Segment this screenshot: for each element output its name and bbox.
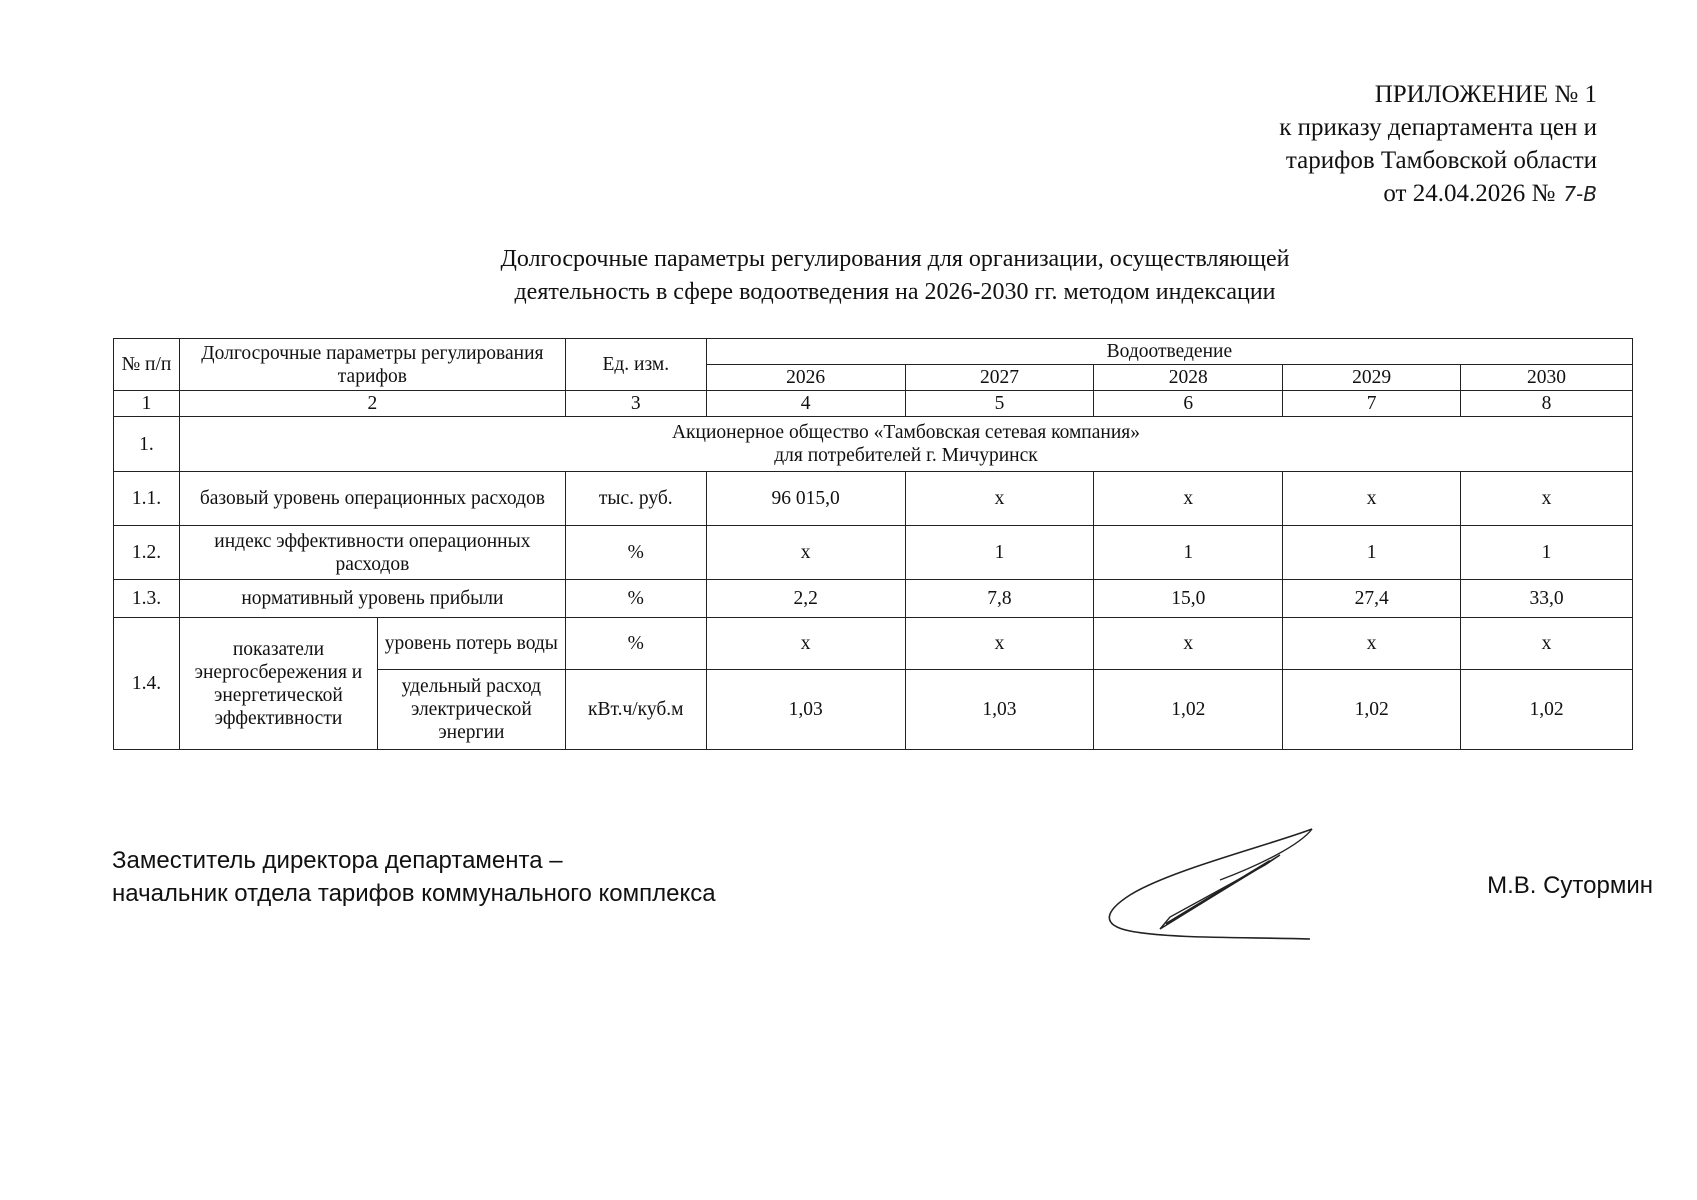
row-num: 1.3. xyxy=(114,580,180,618)
appendix-line-2: к приказу департамента цен и xyxy=(1279,114,1597,141)
appendix-line-4 xyxy=(1279,177,1597,211)
row-value: х xyxy=(1094,618,1283,670)
col-number: 6 xyxy=(1094,391,1283,417)
section-num: 1. xyxy=(114,417,180,472)
header-param: Долгосрочные параметры регулирования тарифов xyxy=(179,339,565,391)
row-value: х xyxy=(706,618,905,670)
row-value: 1,03 xyxy=(905,670,1094,750)
col-number: 3 xyxy=(565,391,706,417)
row-value: х xyxy=(1283,618,1461,670)
row-unit: тыс. руб. xyxy=(565,472,706,526)
col-number: 4 xyxy=(706,391,905,417)
row-num: 1.1. xyxy=(114,472,180,526)
title-line-2: деятельность в сфере водоотведения на 2026-2030 гг. методом индексации xyxy=(514,279,1276,305)
parameters-table xyxy=(113,338,1633,750)
order-date: от 24.04.2026 № xyxy=(1383,180,1556,207)
header-year: 2026 xyxy=(706,365,905,391)
row-value: х xyxy=(1461,618,1633,670)
row-value: 1,03 xyxy=(706,670,905,750)
header-unit: Ед. изм. xyxy=(565,339,706,391)
header-year: 2027 xyxy=(905,365,1094,391)
signatory-name: М.В. Сутормин xyxy=(1487,872,1653,899)
section-org-consumers: для потребителей г. Мичуринск xyxy=(774,445,1038,466)
row-param: базовый уровень операционных расходов xyxy=(179,472,565,526)
row-value: 1 xyxy=(1283,526,1461,580)
row-value: 15,0 xyxy=(1094,580,1283,618)
row-unit: кВт.ч/куб.м xyxy=(565,670,706,750)
header-group: Водоотведение xyxy=(706,339,1632,365)
row-value: х xyxy=(706,526,905,580)
table-row xyxy=(114,472,1633,526)
header-year: 2030 xyxy=(1461,365,1633,391)
position-line-2: начальник отдела тарифов коммунального комплекса xyxy=(112,880,716,907)
row-group-label: показатели энергосбережения и энергетической эффективности xyxy=(179,618,377,750)
row-value: 1 xyxy=(1094,526,1283,580)
title-line-1: Долгосрочные параметры регулирования для организации, осуществляющей xyxy=(500,246,1290,272)
header-year: 2029 xyxy=(1283,365,1461,391)
table-row xyxy=(114,580,1633,618)
appendix-header xyxy=(1279,78,1597,211)
document-title xyxy=(0,243,1697,309)
row-value: х xyxy=(905,472,1094,526)
row-value: 7,8 xyxy=(905,580,1094,618)
header-year: 2028 xyxy=(1094,365,1283,391)
order-number-handwritten: 7-В xyxy=(1563,182,1597,206)
col-number: 7 xyxy=(1283,391,1461,417)
row-value: 1 xyxy=(905,526,1094,580)
position-line-1: Заместитель директора департамента – xyxy=(112,847,563,874)
row-value: 33,0 xyxy=(1461,580,1633,618)
col-number: 1 xyxy=(114,391,180,417)
handwritten-signature xyxy=(1100,825,1320,945)
section-org-name: Акционерное общество «Тамбовская сетевая компания» xyxy=(671,422,1140,443)
appendix-line-3: тарифов Тамбовской области xyxy=(1285,147,1597,174)
row-unit: % xyxy=(565,580,706,618)
row-value: х xyxy=(905,618,1094,670)
section-org xyxy=(179,417,1632,472)
col-number: 5 xyxy=(905,391,1094,417)
row-num: 1.2. xyxy=(114,526,180,580)
row-value: х xyxy=(1094,472,1283,526)
col-number: 8 xyxy=(1461,391,1633,417)
row-unit: % xyxy=(565,526,706,580)
row-param: уровень потерь воды xyxy=(377,618,565,670)
row-num: 1.4. xyxy=(114,618,180,750)
table-row xyxy=(114,618,1633,670)
row-value: 1 xyxy=(1461,526,1633,580)
table-row xyxy=(114,526,1633,580)
row-param: нормативный уровень прибыли xyxy=(179,580,565,618)
signatory-position xyxy=(112,844,716,910)
row-value: 27,4 xyxy=(1283,580,1461,618)
col-number: 2 xyxy=(179,391,565,417)
row-unit: % xyxy=(565,618,706,670)
row-value: х xyxy=(1461,472,1633,526)
row-value: 1,02 xyxy=(1461,670,1633,750)
appendix-title: ПРИЛОЖЕНИЕ № 1 xyxy=(1374,81,1597,108)
row-value: 1,02 xyxy=(1094,670,1283,750)
row-value: 2,2 xyxy=(706,580,905,618)
row-value: х xyxy=(1283,472,1461,526)
row-value: 96 015,0 xyxy=(706,472,905,526)
row-param: индекс эффективности операционных расходов xyxy=(179,526,565,580)
row-param: удельный расход электрической энергии xyxy=(377,670,565,750)
row-value: 1,02 xyxy=(1283,670,1461,750)
header-num: № п/п xyxy=(114,339,180,391)
